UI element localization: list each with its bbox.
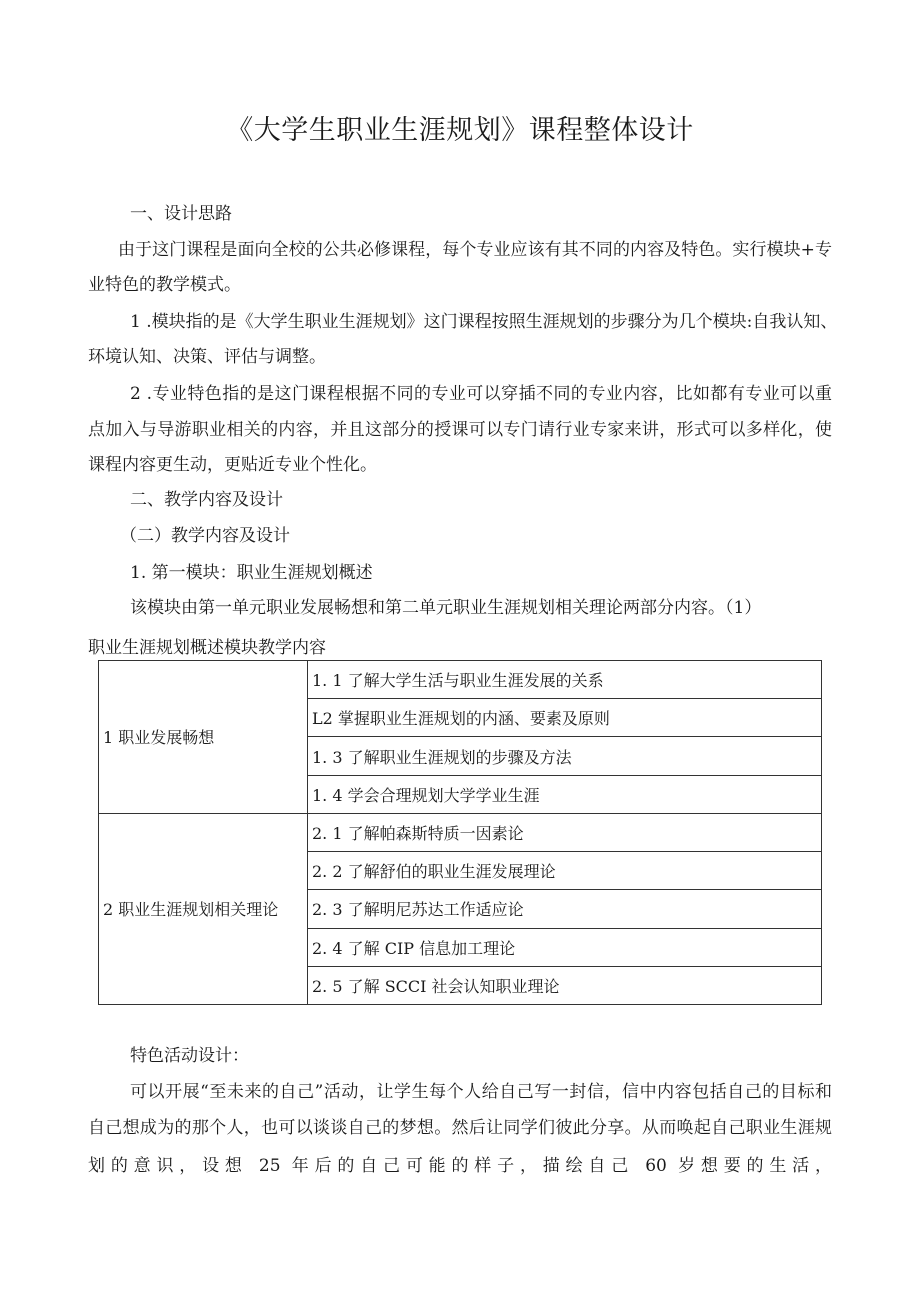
table-group-label: 2 职业生涯规划相关理论: [99, 813, 308, 1004]
table-cell: 1. 3 了解职业生涯规划的步骤及方法: [308, 737, 822, 775]
table-cell: 2. 2 了解舒伯的职业生涯发展理论: [308, 852, 822, 890]
paragraph-line: 该模块由第一单元职业发展畅想和第二单元职业生涯规划相关理论两部分内容。（1）: [130, 598, 762, 618]
paragraph-line: 业特色的教学模式。: [88, 275, 241, 295]
paragraph-line: 1 .模块指的是《大学生职业生涯规划》这门课程按照生涯规划的步骤分为几个模块:自我认知、: [130, 312, 838, 332]
table-cell: 2. 5 了解 SCCI 社会认知职业理论: [308, 966, 822, 1004]
table-cell: 2. 4 了解 CIP 信息加工理论: [308, 928, 822, 966]
paragraph-line: 环境认知、决策、评估与调整。: [88, 347, 326, 367]
table-caption: 职业生涯规划概述模块教学内容: [88, 638, 326, 658]
paragraph-line: 由于这门课程是面向全校的公共必修课程，每个专业应该有其不同的内容及特色。实行模块+专: [118, 240, 832, 260]
paragraph-line: 可以开展“至未来的自己”活动，让学生每个人给自己写一封信，信中内容包括自己的目标和: [130, 1082, 832, 1102]
section-heading-teaching: 二、教学内容及设计: [130, 490, 283, 510]
content-table: [98, 660, 822, 1005]
table-row: [99, 813, 822, 851]
table-cell: 1. 1 了解大学生活与职业生涯发展的关系: [308, 661, 822, 699]
module-heading: 1. 第一模块：职业生涯规划概述: [130, 563, 373, 583]
document-title: 《大学生职业生涯规划》课程整体设计: [226, 115, 694, 146]
table-row: [99, 661, 822, 699]
paragraph-line: 2 .专业特色指的是这门课程根据不同的专业可以穿插不同的专业内容，比如都有专业可以重: [130, 384, 832, 404]
section-heading-design-idea: 一、设计思路: [130, 204, 232, 224]
paragraph-line: 划的意识，设想 25 年后的自己可能的样子，描绘自己 60 岁想要的生活，: [88, 1156, 832, 1176]
table-group-label: 1 职业发展畅想: [99, 661, 308, 814]
paragraph-line: 自己想成为的那个人，也可以谈谈自己的梦想。然后让同学们彼此分享。从而唤起自己职业生涯规: [88, 1118, 832, 1138]
table-cell: 2. 1 了解帕森斯特质一因素论: [308, 813, 822, 851]
paragraph-line: 课程内容更生动，更贴近专业个性化。: [88, 455, 377, 475]
subsection-heading: （二）教学内容及设计: [120, 526, 290, 546]
paragraph-line: 点加入与导游职业相关的内容，并且这部分的授课可以专门请行业专家来讲，形式可以多样化，使: [88, 420, 832, 440]
section-heading-activity: 特色活动设计：: [130, 1046, 249, 1066]
table-cell: L2 掌握职业生涯规划的内涵、要素及原则: [308, 699, 822, 737]
table-cell: 2. 3 了解明尼苏达工作适应论: [308, 890, 822, 928]
table-cell: 1. 4 学会合理规划大学学业生涯: [308, 775, 822, 813]
